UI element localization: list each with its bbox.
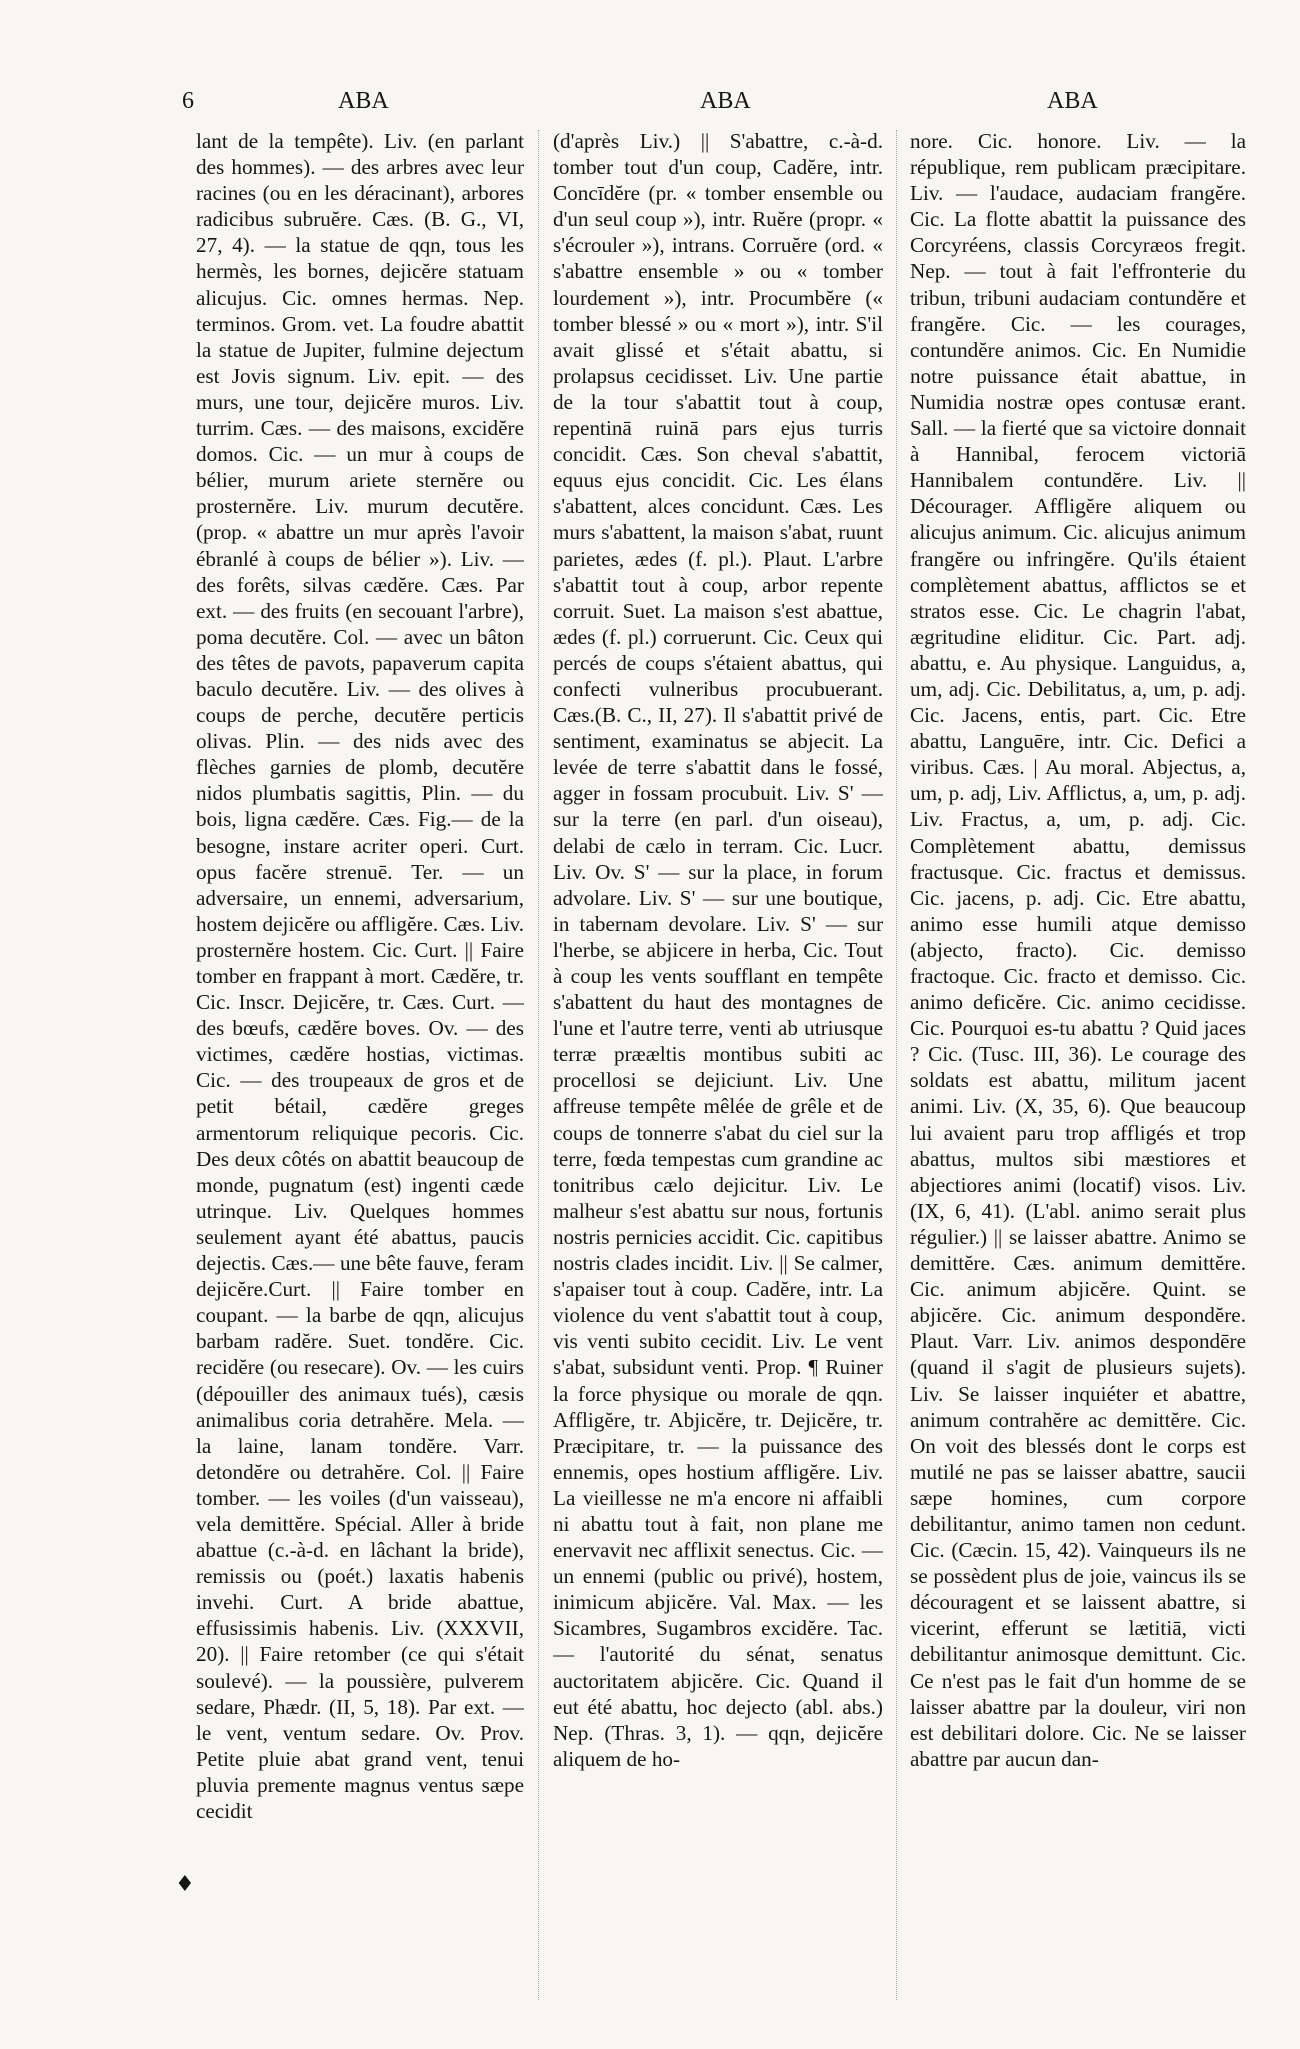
- page-number: 6: [182, 88, 194, 114]
- column-divider: [896, 130, 897, 2000]
- running-head-center: ABA: [700, 88, 751, 114]
- column-divider: [538, 130, 539, 2000]
- text-column-1: [196, 128, 524, 2008]
- column-text: nore. Cic. honore. Liv. — la république, rem publicam præcipitare. Liv. — l'audace, audaciam frangĕre. Cic. La flotte abattit la puissance des Corcyréens, classis Corcyræos fregit. Nep. — tout à fait l'effronterie du tribun, tribuni audaciam contundĕre et frangĕre. Cic. — les courages, contundĕre animos. Cic. En Numidie notre puissance était abattue, in Numidia nostræ opes contusæ erant. Sall. — la fierté que sa victoire donnait à Hannibal, ferocem victoriā Hannibalem contundĕre. Liv. || Décourager. Affligĕre aliquem ou alicujus animum. Cic. alicujus animum frangĕre ou infringĕre. Qu'ils étaient complètement abattus, afflictos se et stratos esse. Cic. Le chagrin l'abat, ægritudine eliditur. Cic. Part. adj. abattu, e. Au physique. Languidus, a, um, adj. Cic. Debilitatus, a, um, p. adj. Cic. Jacens, entis, part. Cic. Etre abattu, Languēre, intr. Cic. Defici a viribus. Cæs. | Au moral. Abjectus, a, um, p. adj, Liv. Afflictus, a, um, p. adj. Liv. Fractus, a, um, p. adj. Cic. Complètement abattu, demissus fractusque. Cic. fractus et demissus. Cic. jacens, p. adj. Cic. Etre abattu, animo esse humili atque demisso (abjecto, fracto). Cic. demisso fractoque. Cic. fracto et demisso. Cic. animo deficĕre. Cic. animo cecidisse. Cic. Pourquoi es-tu abattu ? Quid jaces ? Cic. (Tusc. III, 36). Le courage des soldats est abattu, militum jacent animi. Liv. (X, 35, 6). Que beaucoup lui avaient paru trop affligés et trop abattus, multos sibi mæstiores et abjectiores animi (locatif) visos. Liv. (IX, 6, 41). (L'abl. animo serait plus régulier.) || se laisser abattre. Animo se demittĕre. Cæs. animum demittĕre. Cic. animum abjicĕre. Quint. se abjicĕre. Cic. animum despondĕre. Plaut. Varr. Liv. animos despondēre (quand il s'agit de plusieurs sujets). Liv. Se laisser inquiéter et abattre, animum contrahĕre ac demittĕre. Cic. On voit des blessés dont le corps est mutilé ne pas se laisser abattre, saucii sæpe homines, cum corpore debilitantur, animo tamen non cedunt. Cic. (Cæcin. 15, 42). Vainqueurs ils ne se possèdent plus de joie, vaincus ils se découragent et se laissent abattre, si vicerint, efferunt se lætitiā, victi debilitantur animosque demittunt. Cic. Ce n'est pas le fait d'un homme de se laisser abattre par la douleur, viri non est debilitari dolore. Cic. Ne se laisser abattre par aucun dan-: [910, 129, 1246, 1771]
- margin-mark: ♦: [175, 1872, 195, 1897]
- column-text: lant de la tempête). Liv. (en parlant des hommes). — des arbres avec leur racines (ou en les déracinant), arbores radicibus subruĕre. Cæs. (B. G., VI, 27, 4). — la statue de qqn, tous les hermès, les bornes, dejicĕre statuam alicujus. Cic. omnes hermas. Nep. terminos. Grom. vet. La foudre abattit la statue de Jupiter, fulmine dejectum est Jovis signum. Liv. epit. — des murs, une tour, dejicĕre muros. Liv. turrim. Cæs. — des maisons, excidĕre domos. Cic. — un mur à coups de bélier, murum ariete sternĕre ou prosternĕre. Liv. murum decutĕre. (prop. « abattre un mur après l'avoir ébranlé à coups de bélier »). Liv. — des forêts, silvas cædĕre. Cæs. Par ext. — des fruits (en secouant l'arbre), poma decutĕre. Col. — avec un bâton des têtes de pavots, papaverum capita baculo decutĕre. Liv. — des olives à coups de perche, decutĕre perticis olivas. Plin. — des nids avec des flèches garnies de plomb, decutĕre nidos plumbatis sagittis, Plin. — du bois, ligna cædĕre. Cæs. Fig.— de la besogne, instare acriter operi. Curt. opus facĕre strenuē. Ter. — un adversaire, un ennemi, adversarium, hostem dejicĕre ou affligĕre. Cæs. Liv. prosternĕre hostem. Cic. Curt. || Faire tomber en frappant à mort. Cædĕre, tr. Cic. Inscr. Dejicĕre, tr. Cæs. Curt. — des bœufs, cædĕre boves. Ov. — des victimes, cædĕre hostias, victimas. Cic. — des troupeaux de gros et de petit bétail, cædĕre greges armentorum reliquique pecoris. Cic. Des deux côtés on abattit beaucoup de monde, pugnatum (est) ingenti cæde utrinque. Liv. Quelques hommes seulement ayant été abattus, paucis dejectis. Cæs.— une bête fauve, feram dejicĕre.Curt. || Faire tomber en coupant. — la barbe de qqn, alicujus barbam radĕre. Suet. tondĕre. Cic. recidĕre (ou resecare). Ov. — les cuirs (dépouiller des animaux tués), cæsis animalibus coria detrahĕre. Mela. — la laine, lanam tondĕre. Varr. detondĕre ou detrahĕre. Col. || Faire tomber. — les voiles (d'un vaisseau), vela demittĕre. Spécial. Aller à bride abattue (c.-à-d. en lâchant la bride), remissis ou (poét.) laxatis habenis invehi. Curt. A bride abattue, effusissimis habenis. Liv. (XXXVII, 20). || Faire retomber (ce qui s'était soulevé). — la poussière, pulverem sedare, Phædr. (II, 5, 18). Par ext. — le vent, ventum sedare. Ov. Prov. Petite pluie abat grand vent, tenui pluvia premente magnus ventus sæpe cecidit: [196, 129, 524, 1823]
- running-head-left: ABA: [338, 88, 389, 114]
- page-header: [180, 88, 1250, 118]
- column-text: (d'après Liv.) || S'abattre, c.-à-d. tomber tout d'un coup, Cadĕre, intr. Concīdĕre (pr. « tomber ensemble ou d'un seul coup »), intr. Ruĕre (propr. « s'écrouler »), intrans. Corruĕre (ord. « s'abattre ensemble » ou « tomber lourdement »), intr. Procumbĕre (« tomber blessé » ou « mort »), intr. S'il avait glissé et s'était abattu, si prolapsus cecidisset. Liv. Une partie de la tour s'abattit tout à coup, repentinā ruinā pars ejus turris concidit. Cæs. Son cheval s'abattit, equus ejus concidit. Cic. Les élans s'abattent, alces concidunt. Cæs. Les murs s'abattent, la maison s'abat, ruunt parietes, ædes (f. pl.). Plaut. L'arbre s'abattit tout à coup, arbor repente corruit. Suet. La maison s'est abattue, ædes (f. pl.) corruerunt. Cic. Ceux qui percés de coups s'étaient abattus, qui confecti vulneribus procubuerant. Cæs.(B. C., II, 27). Il s'abattit privé de sentiment, examinatus se abjecit. La levée de terre s'abattit dans le fossé, agger in fossam procubuit. Liv. S' — sur la terre (en parl. d'un oiseau), delabi de cælo in terram. Cic. Lucr. Liv. Ov. S' — sur la place, in forum advolare. Liv. S' — sur une boutique, in tabernam devolare. Liv. S' — sur l'herbe, se abjicere in herba, Cic. Tout à coup les vents soufflant en tempête s'abattent du haut des montagnes de l'une et l'autre terre, venti ab utriusque terræ prææltis montibus subiti ac procellosi se dejiciunt. Liv. Une affreuse tempête mêlée de grêle et de coups de tonnerre s'abat du ciel sur la terre, fœda tempestas cum grandine ac tonitribus cælo dejicitur. Liv. Le malheur s'est abattu sur nous, fortunis nostris pernicies accidit. Cic. capitibus nostris clades incidit. Liv. || Se calmer, s'apaiser tout à coup. Cadĕre, intr. La violence du vent s'abattit tout à coup, vis venti subito cecidit. Liv. Le vent s'abat, subsidunt venti. Prop. ¶ Ruiner la force physique ou morale de qqn. Affligĕre, tr. Abjicĕre, tr. Dejicĕre, tr. Præcipitare, tr. — la puissance des ennemis, opes hostium affligĕre. Liv. La vieillesse ne m'a encore ni affaibli ni abattu tout à fait, non plane me enervavit nec afflixit senectus. Cic. — un ennemi (public ou privé), hostem, inimicum abjicĕre. Val. Max. — les Sicambres, Sugambros excidĕre. Tac. — l'autorité du sénat, senatus auctoritatem abjicĕre. Cic. Quand il eut été abattu, hoc dejecto (abl. abs.) Nep. (Thras. 3, 1). — qqn, dejicĕre aliquem de ho-: [553, 129, 883, 1771]
- running-head-right: ABA: [1047, 88, 1098, 114]
- text-column-3: [910, 128, 1246, 2008]
- text-column-2: [553, 128, 883, 2008]
